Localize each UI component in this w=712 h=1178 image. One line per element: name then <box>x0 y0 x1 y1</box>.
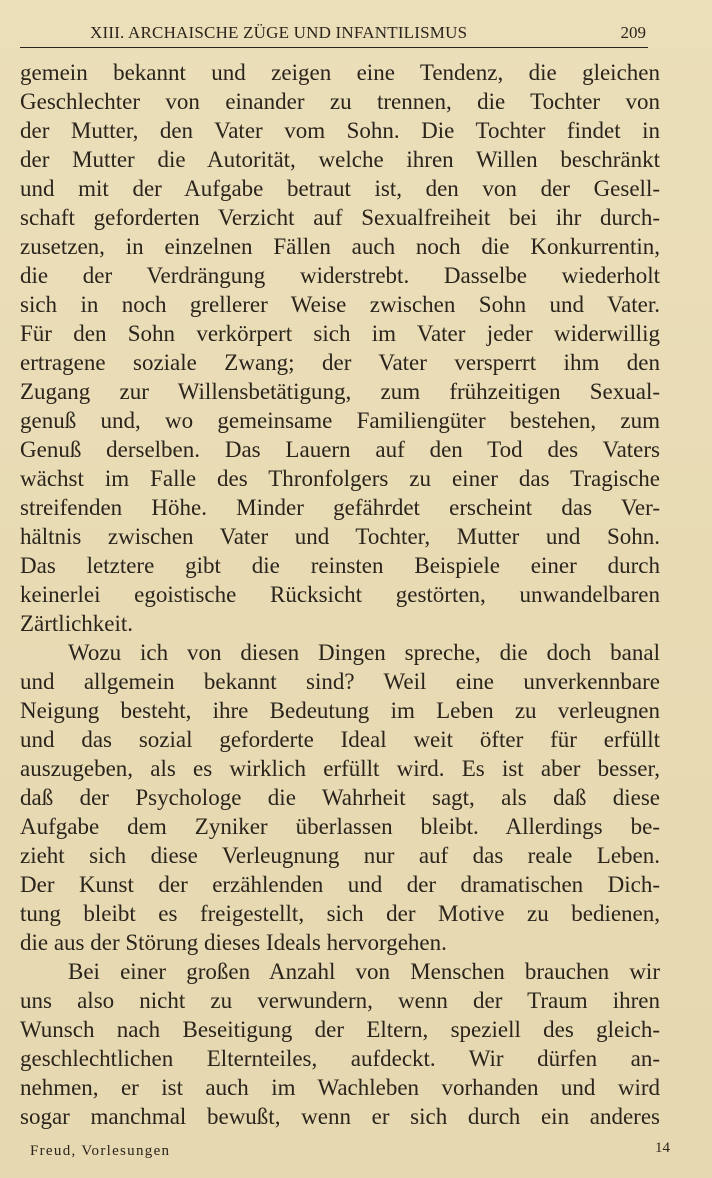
text-line: ertragene soziale Zwang; der Vater versperrt ihm den <box>20 350 660 375</box>
footer-source: Freud, Vorlesungen <box>30 1143 171 1159</box>
footer-signature: 14 <box>655 1140 670 1156</box>
text-line: hältnis zwischen Vater und Tochter, Mutter und Sohn. <box>20 524 660 549</box>
text-line: und mit der Aufgabe betraut ist, den von der Gesell- <box>20 176 660 201</box>
text-line: nehmen, er ist auch im Wachleben vorhanden und wird <box>20 1075 660 1100</box>
text-line: Wunsch nach Beseitigung der Eltern, speziell des gleich- <box>20 1017 660 1042</box>
text-line: Zärtlichkeit. <box>20 611 134 636</box>
body-text <box>20 58 660 1131</box>
text-line: die aus der Störung dieses Ideals hervorgehen. <box>20 930 447 955</box>
running-head <box>20 21 648 48</box>
page-footer <box>30 1140 670 1164</box>
text-line: Genuß derselben. Das Lauern auf den Tod des Vaters <box>20 437 660 462</box>
text-line: daß der Psychologe die Wahrheit sagt, als daß diese <box>20 785 660 810</box>
text-line: genuß und, wo gemeinsame Familiengüter bestehen, zum <box>20 408 660 433</box>
text-line: gemein bekannt und zeigen eine Tendenz, die gleichen <box>20 60 660 85</box>
text-line: wächst im Falle des Thronfolgers zu einer das Tragische <box>20 466 660 491</box>
text-line: Zugang zur Willensbetätigung, zum frühzeitigen Sexual- <box>20 379 660 404</box>
text-line: keinerlei egoistische Rücksicht gestörten, unwandelbaren <box>20 582 660 607</box>
text-line: und das sozial geforderte Ideal weit öfter für erfüllt <box>20 727 660 752</box>
text-line: Geschlechter von einander zu trennen, die Tochter von <box>20 89 660 114</box>
text-line: der Mutter, den Vater vom Sohn. Die Tochter findet in <box>20 118 660 143</box>
page-number: 209 <box>620 23 646 42</box>
text-line: die der Verdrängung widerstrebt. Dasselbe wiederholt <box>20 263 660 288</box>
text-line: Aufgabe dem Zyniker überlassen bleibt. Allerdings be- <box>20 814 660 839</box>
text-line: Der Kunst der erzählenden und der dramatischen Dich- <box>20 872 660 897</box>
text-line: sogar manchmal bewußt, wenn er sich durch ein anderes <box>20 1104 660 1129</box>
text-line: tung bleibt es freigestellt, sich der Motive zu bedienen, <box>20 901 660 926</box>
text-line: und allgemein bekannt sind? Weil eine unverkennbare <box>20 669 660 694</box>
text-line: streifenden Höhe. Minder gefährdet erscheint das Ver- <box>20 495 660 520</box>
text-line: Das letztere gibt die reinsten Beispiele einer durch <box>20 553 660 578</box>
text-line: Wozu ich von diesen Dingen spreche, die doch banal <box>68 640 660 665</box>
text-line: Für den Sohn verkörpert sich im Vater jeder widerwillig <box>20 321 660 346</box>
text-line: Bei einer großen Anzahl von Menschen brauchen wir <box>68 959 660 984</box>
text-line: schaft geforderten Verzicht auf Sexualfreiheit bei ihr durch- <box>20 205 660 230</box>
text-line: sich in noch grellerer Weise zwischen Sohn und Vater. <box>20 292 660 317</box>
text-line: der Mutter die Autorität, welche ihren Willen beschränkt <box>20 147 660 172</box>
chapter-title: XIII. ARCHAISCHE ZÜGE UND INFANTILISMUS <box>90 23 468 42</box>
text-line: geschlechtlichen Elternteiles, aufdeckt. Wir dürfen an- <box>20 1046 660 1071</box>
text-line: Neigung besteht, ihre Bedeutung im Leben zu verleugnen <box>20 698 660 723</box>
text-line: zieht sich diese Verleugnung nur auf das reale Leben. <box>20 843 660 868</box>
text-line: zusetzen, in einzelnen Fällen auch noch die Konkurrentin, <box>20 234 660 259</box>
text-line: uns also nicht zu verwundern, wenn der Traum ihren <box>20 988 660 1013</box>
text-line: auszugeben, als es wirklich erfüllt wird. Es ist aber besser, <box>20 756 660 781</box>
